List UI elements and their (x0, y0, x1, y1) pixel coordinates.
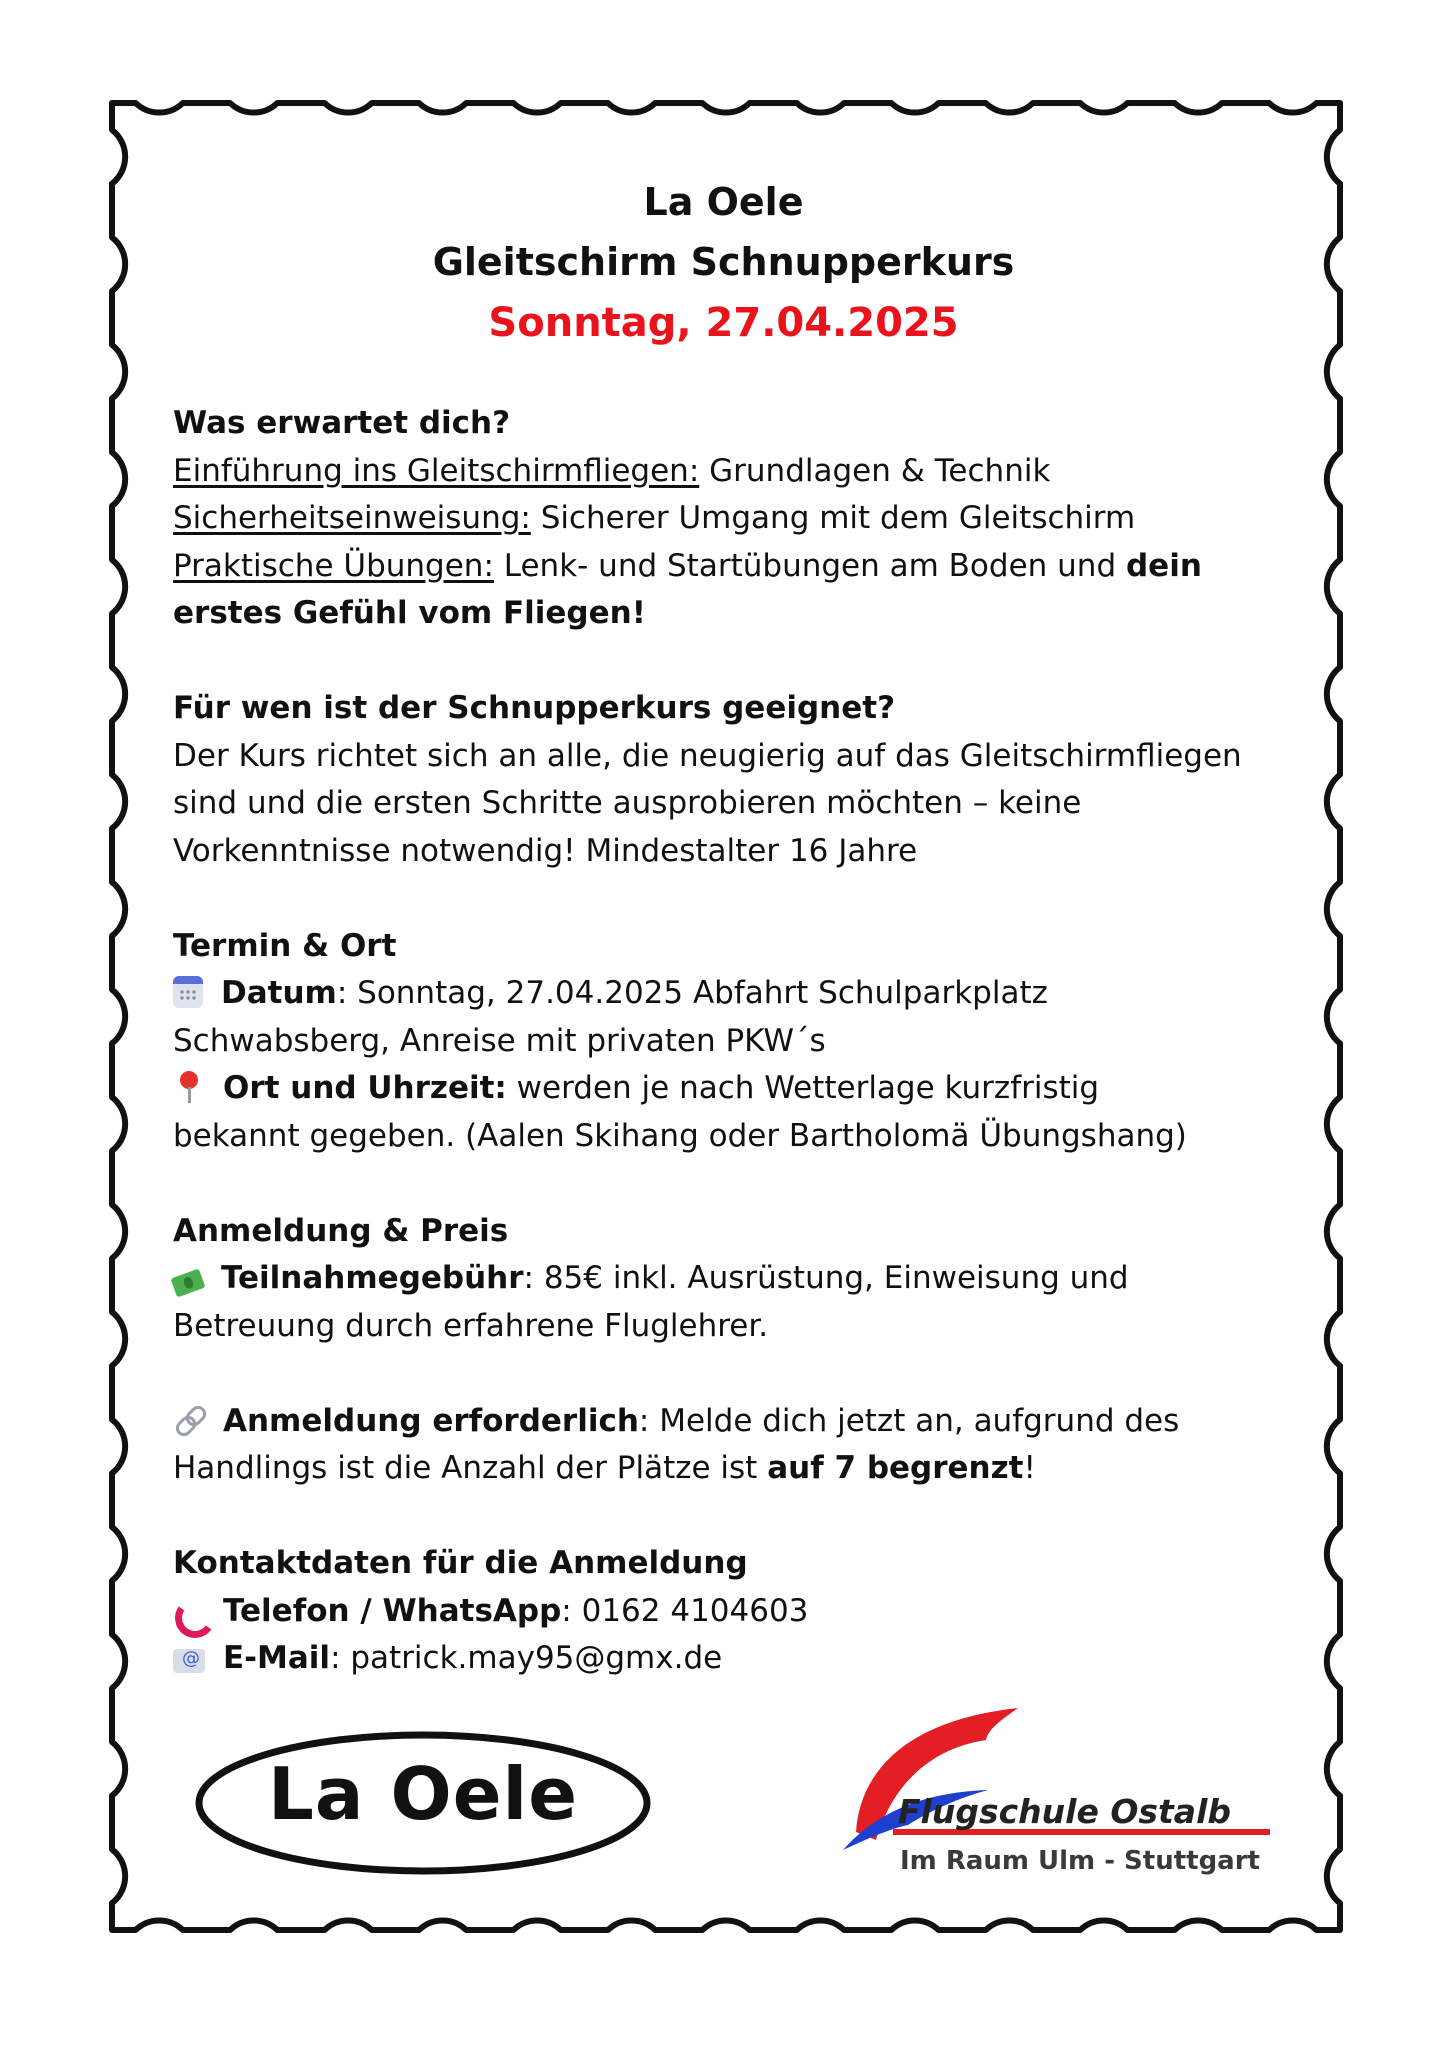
item-bold-text: dein (1125, 547, 1202, 584)
list-item (173, 543, 1303, 591)
pin-icon (173, 1071, 205, 1103)
flyer-content (173, 400, 1303, 1683)
event-date-headline: Sonntag, 27.04.2025 (488, 300, 959, 346)
email-label: E-Mail (223, 1640, 331, 1676)
item-text: Lenk- und Startübungen am Boden und (493, 547, 1126, 584)
email-value[interactable]: : patrick.may95@gmx.de (330, 1640, 723, 1676)
link-icon (173, 1404, 205, 1436)
date-text: : Sonntag, 27.04.2025 Abfahrt Schulparkplatz (336, 975, 1048, 1011)
place-text: werden je nach Wetterlage kurzfristig (506, 1070, 1100, 1106)
registration-text: : Melde dich jetzt an, aufgrund des (638, 1402, 1180, 1439)
la-oele-logo-text: La Oele (267, 1752, 579, 1836)
calendar-icon (173, 976, 203, 1008)
item-bold-text: erstes Gefühl vom Fliegen! (173, 595, 646, 631)
date-label: Datum (221, 975, 337, 1011)
phone-value[interactable]: : 0162 4104603 (561, 1592, 809, 1629)
fee-text: : 85€ inkl. Ausrüstung, Einweisung und (523, 1260, 1129, 1296)
registration-text: Handlings ist die Anzahl der Plätze ist (173, 1450, 768, 1486)
registration-label: Anmeldung erforderlich (223, 1402, 639, 1439)
fee-label: Teilnahmegebühr (221, 1260, 524, 1296)
phone-line (173, 1588, 1303, 1636)
registration-line (173, 1398, 1303, 1446)
section-heading-registration-price: Anmeldung & Preis (173, 1212, 509, 1249)
body-text: bekannt gegeben. (Aalen Skihang oder Bartholomä Übungshang) (173, 1117, 1187, 1154)
item-text: Sicherer Umgang mit dem Gleitschirm (530, 500, 1136, 536)
section-heading-what: Was erwartet dich? (173, 405, 511, 441)
place-line (173, 1065, 1303, 1113)
item-label: Praktische Übungen: (173, 547, 494, 584)
body-text: Schwabsberg, Anreise mit privaten PKW´s (173, 1022, 826, 1059)
item-label: Sicherheitseinweisung: (173, 500, 531, 536)
section-heading-date-place: Termin & Ort (173, 927, 397, 964)
body-text: Betreuung durch erfahrene Fluglehrer. (173, 1307, 769, 1344)
body-text: Vorkenntnisse notwendig! Mindestalter 16 Jahre (173, 832, 918, 869)
item-text: Grundlagen & Technik (699, 452, 1051, 489)
flugschule-name: Flugschule Ostalb (898, 1792, 1232, 1831)
page-title: La Oele (643, 180, 804, 224)
email-icon (173, 1649, 205, 1673)
section-heading-audience: Für wen ist der Schnupperkurs geeignet? (173, 690, 896, 726)
email-line (173, 1635, 1303, 1683)
phone-label: Telefon / WhatsApp (223, 1592, 562, 1629)
item-label: Einführung ins Gleitschirmfliegen: (173, 452, 700, 489)
money-icon (170, 1268, 205, 1297)
place-label: Ort und Uhrzeit: (223, 1070, 507, 1106)
section-heading-contact: Kontaktdaten für die Anmeldung (173, 1545, 748, 1581)
phone-icon (173, 1594, 205, 1626)
list-item (173, 495, 1303, 543)
body-text: sind und die ersten Schritte ausprobieren möchten – keine (173, 785, 1082, 821)
registration-line-2 (173, 1445, 1303, 1493)
date-line (173, 970, 1303, 1018)
body-text: Der Kurs richtet sich an alle, die neugierig auf das Gleitschirmfliegen (173, 737, 1242, 774)
flugschule-subtitle: Im Raum Ulm - Stuttgart (900, 1846, 1260, 1876)
registration-limit: auf 7 begrenzt (767, 1450, 1024, 1486)
registration-text: ! (1023, 1450, 1036, 1486)
la-oele-logo (193, 1728, 653, 1878)
fee-line (173, 1255, 1303, 1303)
flugschule-ostalb-logo (838, 1700, 1278, 1890)
list-item (173, 448, 1303, 496)
page-subtitle: Gleitschirm Schnupperkurs (432, 240, 1015, 284)
